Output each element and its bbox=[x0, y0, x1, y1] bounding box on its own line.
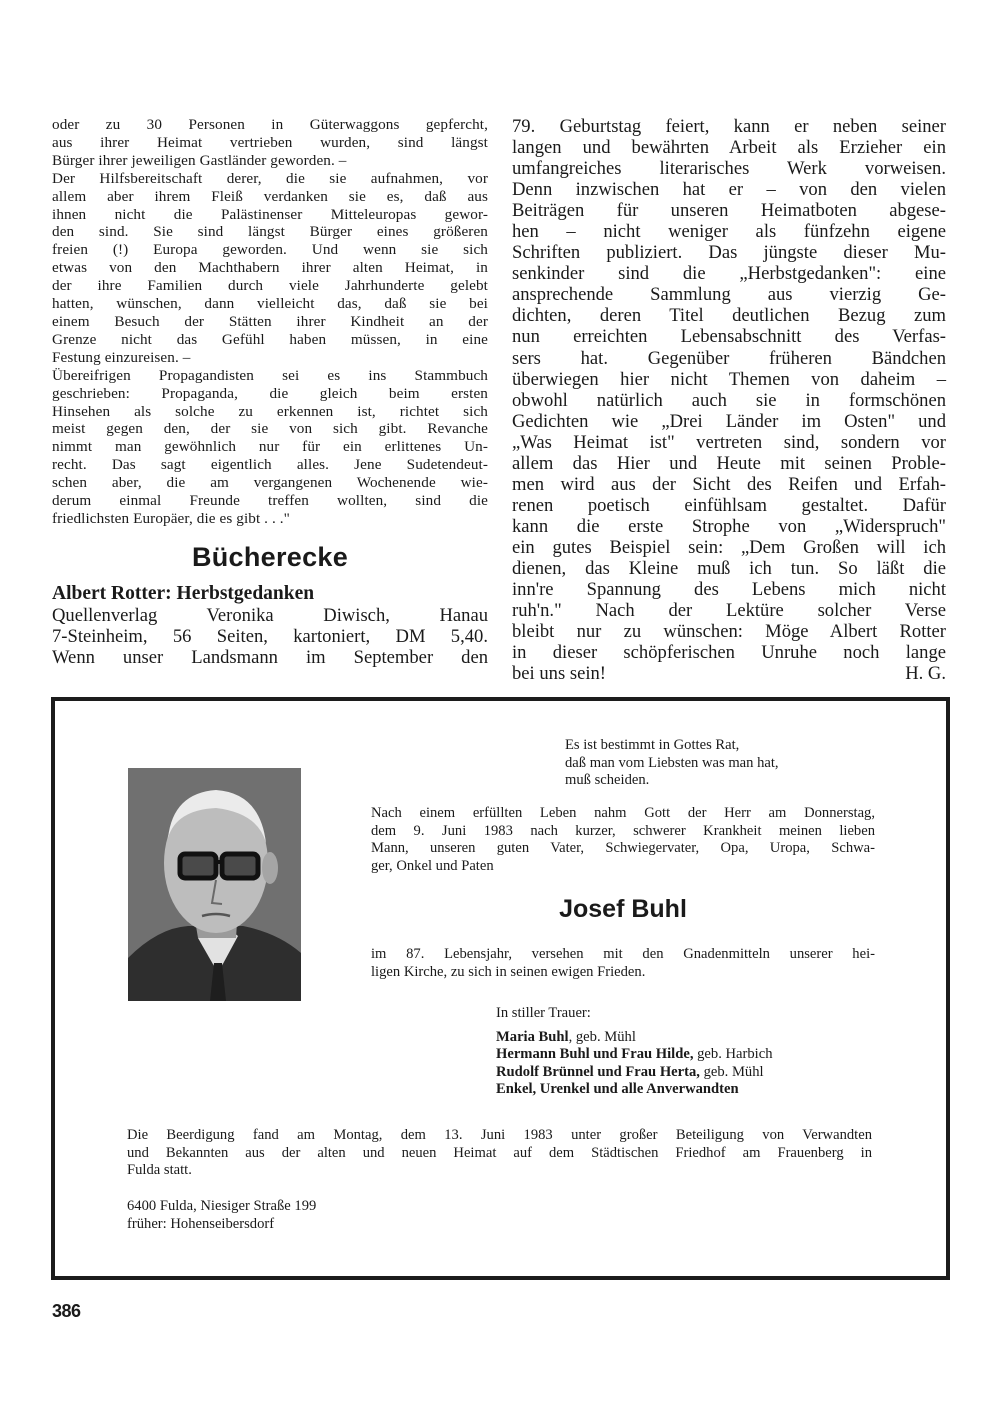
text-line: Bürger ihrer jeweiligen Gastländer geworden. – bbox=[52, 151, 347, 169]
text-line: Gedichten wie „Drei Länder im Osten" und bbox=[512, 410, 946, 432]
mourner-name: Rudolf Brünnel und Frau Herta, bbox=[496, 1063, 700, 1080]
text-line: freien (!) Europa geworden. Und wenn sie sich bbox=[52, 241, 488, 259]
mourner-name: Enkel, Urenkel und alle Anverwandten bbox=[496, 1081, 739, 1098]
text-line: ihnen nicht die Palästinenser Mitteleuropas gewor- bbox=[52, 205, 488, 223]
mourner-detail: geb. Mühl bbox=[699, 1063, 764, 1080]
text-line: Wenn unser Landsmann im September den bbox=[52, 647, 488, 668]
text-line: Grenze nicht das Gefühl haben müssen, in eine bbox=[52, 330, 488, 348]
verse-line: Es ist bestimmt in Gottes Rat, bbox=[565, 737, 740, 753]
page-number: 386 bbox=[52, 1301, 81, 1321]
mourner-entry bbox=[496, 1046, 773, 1064]
deceased-name: Josef Buhl bbox=[559, 895, 687, 923]
text-line: sers hat. Gegenüber früheren Bändchen bbox=[512, 347, 946, 369]
text-line: ansprechende Sammlung aus vierzig Ge- bbox=[512, 284, 946, 306]
closing-text: bei uns sein! bbox=[512, 663, 606, 685]
text-line: langen und bewährten Arbeit als Erzieher ein bbox=[512, 137, 946, 159]
text-line: Schriften publiziert. Das jüngste dieser Mu- bbox=[512, 242, 946, 264]
text-line: dienen, das Kleine muß ich tun. So läßt die bbox=[512, 557, 946, 579]
family-address bbox=[127, 1198, 316, 1233]
text-line: umfangreiches literarisches Werk vorweisen. bbox=[512, 158, 946, 180]
mourner-name: Maria Buhl bbox=[496, 1028, 569, 1045]
book-title: Albert Rotter: Herbstgedanken bbox=[52, 583, 315, 604]
text-line: geschrieben: Propaganda, die gleich beim ersten bbox=[52, 384, 488, 402]
text-line: nun erreichten Lebensabschnitt des Verfas- bbox=[512, 326, 946, 348]
text-line: renen poetisch einfühlsam gestaltet. Dafür bbox=[512, 494, 946, 516]
text-line: überwiegen hier nicht Themen von daheim – bbox=[512, 368, 946, 390]
text-line: recht. Das sagt eigentlich alles. Jene Sudetendeut- bbox=[52, 456, 488, 474]
text-line: 79. Geburtstag feiert, kann er neben seiner bbox=[512, 116, 946, 137]
text-line: schen aber, die am vergangenen Wochenende wie- bbox=[52, 474, 488, 492]
text-line: allem aber ihrem Fleiß verdanken sie es, daß aus bbox=[52, 187, 488, 205]
text-line: einem Besuch der Stätten ihrer Kindheit an der bbox=[52, 312, 488, 330]
text-line: Mann, unseren guten Vater, Schwiegervater, Opa, Uropa, Schwa- bbox=[371, 840, 875, 857]
text-line: Die Beerdigung fand am Montag, dem 13. Juni 1983 unter großer Beteiligung von Verwandten bbox=[127, 1127, 872, 1143]
text-line: ligen Kirche, zu sich in seinen ewigen Frieden. bbox=[371, 963, 646, 980]
text-line: Hinsehen als solche zu erkennen ist, richtet sich bbox=[52, 402, 488, 420]
text-line: Der Hilfsbereitschaft derer, die sie aufnahmen, vor bbox=[52, 169, 488, 187]
text-line: Denn inzwischen hat er – von den vielen bbox=[512, 179, 946, 201]
section-heading-buecherecke: Bücherecke bbox=[191, 542, 349, 572]
text-line: allem das Hier und Heute mit seinen Proble- bbox=[512, 452, 946, 474]
book-review-header bbox=[52, 583, 488, 668]
text-line: nimmt man gewöhnlich nur für ein erlittenes Un- bbox=[52, 438, 488, 456]
mourner-entry bbox=[496, 1029, 773, 1047]
text-line: Beiträgen für unseren Heimatboten abgese- bbox=[512, 200, 946, 222]
death-announcement bbox=[371, 805, 875, 875]
text-line: meist gegen den, der sie von sich gibt. Revanche bbox=[52, 420, 488, 438]
text-line: hen – nicht weniger als fünfzehn eigene bbox=[512, 221, 946, 243]
text-line: kann die erste Strophe von „Widerspruch" bbox=[512, 515, 946, 537]
mourner-name: Hermann Buhl und Frau Hilde, bbox=[496, 1046, 694, 1063]
text-line: im 87. Lebensjahr, versehen mit den Gnadenmitteln unserer hei- bbox=[371, 946, 875, 962]
text-line: 7-Steinheim, 56 Seiten, kartoniert, DM 5,40. bbox=[52, 626, 488, 647]
mourners-list bbox=[496, 1005, 773, 1099]
author-signature: H. G. bbox=[905, 663, 946, 685]
left-column-article bbox=[52, 116, 488, 528]
text-line: derum einmal Freunde treffen wollten, sind die bbox=[52, 492, 488, 510]
memorial-verse bbox=[565, 737, 779, 790]
text-line: aus ihrer Heimat vertrieben wurden, sind längst bbox=[52, 133, 488, 151]
text-line: ruh'n." Nach der Lektüre solcher Verse bbox=[512, 600, 946, 622]
closing-line bbox=[512, 663, 946, 684]
verse-line: muß scheiden. bbox=[565, 772, 650, 789]
text-line: hatten, wünschen, dann vielleicht das, daß sie bei bbox=[52, 295, 488, 313]
mourning-heading: In stiller Trauer: bbox=[496, 1005, 591, 1021]
text-line: Fulda statt. bbox=[127, 1162, 192, 1179]
text-line: Festung einzureisen. – bbox=[52, 348, 191, 366]
text-line: „Was Heimat ist" vertreten sind, sondern vor bbox=[512, 431, 946, 453]
text-line: ger, Onkel und Paten bbox=[371, 857, 494, 874]
text-line: men wird aus der Sicht des Reifen und Erfah- bbox=[512, 473, 946, 495]
funeral-notice bbox=[127, 1127, 872, 1180]
text-line: und Bekannten aus der alten und neuen Heimat auf dem Städtischen Friedhof am Frauenberg in bbox=[127, 1144, 872, 1161]
text-line: in dieser schöpferischen Unruhe noch lange bbox=[512, 642, 946, 664]
age-statement bbox=[371, 946, 875, 981]
text-line: Nach einem erfüllten Leben nahm Gott der Herr am Donnerstag, bbox=[371, 805, 875, 821]
mourner-entry bbox=[496, 1064, 773, 1082]
text-line: dem 9. Juni 1983 nach kurzer, schwerer Krankheit meinen lieben bbox=[371, 822, 875, 839]
portrait-photo bbox=[128, 768, 301, 1001]
mourner-detail: , geb. Mühl bbox=[568, 1028, 636, 1045]
text-line: dichten, deren Titel deutlichen Bezug zum bbox=[512, 305, 946, 327]
text-line: friedlichsten Europäer, die es gibt . . ." bbox=[52, 509, 290, 527]
address-line: 6400 Fulda, Niesiger Straße 199 bbox=[127, 1198, 317, 1214]
text-line: senkinder sind die „Herbstgedanken": eine bbox=[512, 263, 946, 285]
verse-line: daß man vom Liebsten was man hat, bbox=[565, 754, 779, 771]
text-line: inn're Spannung des Lebens mich nicht bbox=[512, 579, 946, 601]
mourner-detail: geb. Harbich bbox=[693, 1046, 773, 1063]
text-line: etwas von den Machthabern ihrer alten Heimat, in bbox=[52, 259, 488, 277]
right-column-article bbox=[512, 116, 946, 684]
text-line: der ihre Familien durch viele Jahrhunderte gelebt bbox=[52, 277, 488, 295]
text-line: ein gutes Beispiel sein: „Dem Großen will ich bbox=[512, 536, 946, 558]
text-line: Quellenverlag Veronika Diwisch, Hanau bbox=[52, 605, 488, 626]
text-line: den sind. Sie sind längst Bürger eines größeren bbox=[52, 223, 488, 241]
text-line: obwohl natürlich auch sie in formschönen bbox=[512, 389, 946, 411]
text-line: oder zu 30 Personen in Güterwaggons gepfercht, bbox=[52, 116, 488, 133]
address-line: früher: Hohenseibersdorf bbox=[127, 1215, 275, 1232]
text-line: bleibt nur zu wünschen: Möge Albert Rotter bbox=[512, 621, 946, 643]
text-line: Übereifrigen Propagandisten sei es ins Stammbuch bbox=[52, 366, 488, 384]
mourner-entry bbox=[496, 1081, 773, 1099]
